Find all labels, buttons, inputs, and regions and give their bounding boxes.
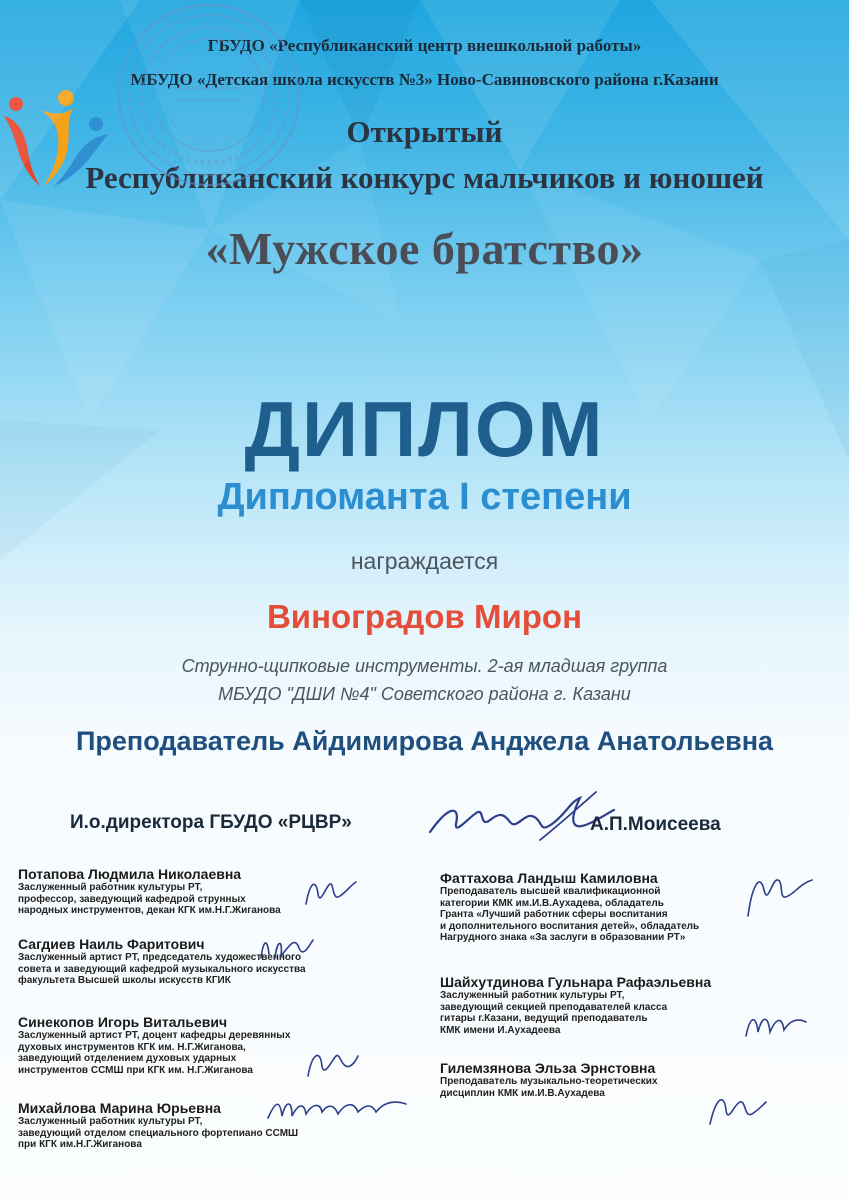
jury-member [440,974,711,1036]
jury-signature [700,1084,770,1132]
school-name: МБУДО "ДШИ №4" Советского района г. Казани [218,684,631,704]
director-title: И.о.директора ГБУДО «РЦВР» [70,812,352,833]
contest-type: Открытый [346,114,503,149]
jury-signature [740,1004,810,1044]
jury-member-description-line: совета и заведующий кафедрой музыкального искусства [18,963,306,975]
jury-member-name: Сагдиев Наиль Фаритович [18,936,205,952]
jury-member [18,1014,290,1076]
jury-signature [738,866,818,922]
jury-member-name: Фаттахова Ландыш Камиловна [440,870,658,886]
jury-signature [300,872,360,912]
jury-member-description-line: гитары г.Казани, ведущий преподаватель [440,1013,648,1025]
jury-member-description-line: заведующий отделением духовых ударных [18,1053,237,1065]
jury-member-description-line: Заслуженный работник культуры РТ, [18,1116,203,1127]
jury-member [18,1100,298,1151]
jury-member-description-line: заведующий отделом специального фортепиано ССМШ [18,1127,299,1139]
jury-member-description-line: профессор, заведующий кафедрой струнных [18,893,246,905]
winner-name: Виноградов Мирон [266,598,583,635]
jury-member-name: Синекопов Игорь Витальевич [18,1014,228,1030]
contest-name: «Мужское братство» [205,223,644,274]
jury-member-description-line: Нагрудного знака «За заслуги в образовании РТ» [440,932,686,944]
jury-member-description-line: категории КМК им.И.В.Аухадева, обладатель [440,897,664,909]
round-seal-stamp-icon [114,0,304,190]
jury-signature [255,928,315,968]
jury-member-description-line: Заслуженный работник культуры РТ, [440,990,625,1001]
jury-member-description-line: Заслуженный артист РТ, доцент кафедры деревянных [18,1030,291,1041]
diploma-degree: Дипломанта I степени [217,476,632,518]
jury-member-description-line: факультета Высшей школы искусств КГИК [18,975,231,987]
jury-member-description-line: духовых инструментов КГК им. Н.Г.Жиганова, [18,1041,246,1053]
diploma-title: ДИПЛОМ [244,385,605,473]
director-name: А.П.Моисеева [590,814,721,835]
jury-member-description-line: заведующий секцией преподавателей класса [440,1001,668,1013]
contest-description: Республиканский конкурс мальчиков и юношей [85,160,764,195]
jury-signature [262,1092,412,1126]
jury-member [440,870,699,944]
teacher-name: Преподаватель Айдимирова Анджела Анатольевна [75,726,774,756]
jury-member-description-line: Гранта «Лучший работник сферы воспитания [440,909,668,921]
jury-member [18,866,281,917]
jury-member-description-line: КМК имени И.Аухадеева [440,1024,561,1036]
jury-member-description-line: народных инструментов, декан КГК им.Н.Г.Жиганова [18,905,281,917]
jury-member-description-line: Преподаватель высшей квалификационной [440,886,661,897]
jury-member-description-line: при КГК им.Н.Г.Жиганова [18,1139,142,1151]
jury-member-name: Шайхутдинова Гульнара Рафаэльевна [440,974,712,990]
organizer-line-1: ГБУДО «Республиканский центр внешкольной работы» [207,36,642,55]
jury-member-description-line: Заслуженный работник культуры РТ, [18,882,203,893]
awarded-label: награждается [350,548,499,574]
jury-member [440,1060,658,1099]
jury-member-description-line: Преподаватель музыкально-теоретических [440,1076,658,1087]
jury-member-name: Гилемзянова Эльза Эрнстовна [440,1060,656,1076]
jury-signature [300,1040,360,1084]
nomination: Струнно-щипковые инструменты. 2-ая младшая группа [181,656,668,676]
jury-member-description-line: и дополнительного воспитания детей», обладатель [440,920,700,932]
jury-member-description-line: инструментов ССМШ при КГК им. Н.Г.Жиганова [18,1064,253,1076]
jury-member-name: Потапова Людмила Николаевна [18,866,242,882]
jury-member-name: Михайлова Марина Юрьевна [18,1100,221,1116]
jury-member-description-line: дисциплин КМК им.И.В.Аухадева [440,1087,605,1099]
jury-member-description-line: Заслуженный артист РТ, председатель художественного [18,952,302,963]
organizer-line-2: МБУДО «Детская школа искусств №3» Ново-Савиновского района г.Казани [130,70,719,89]
